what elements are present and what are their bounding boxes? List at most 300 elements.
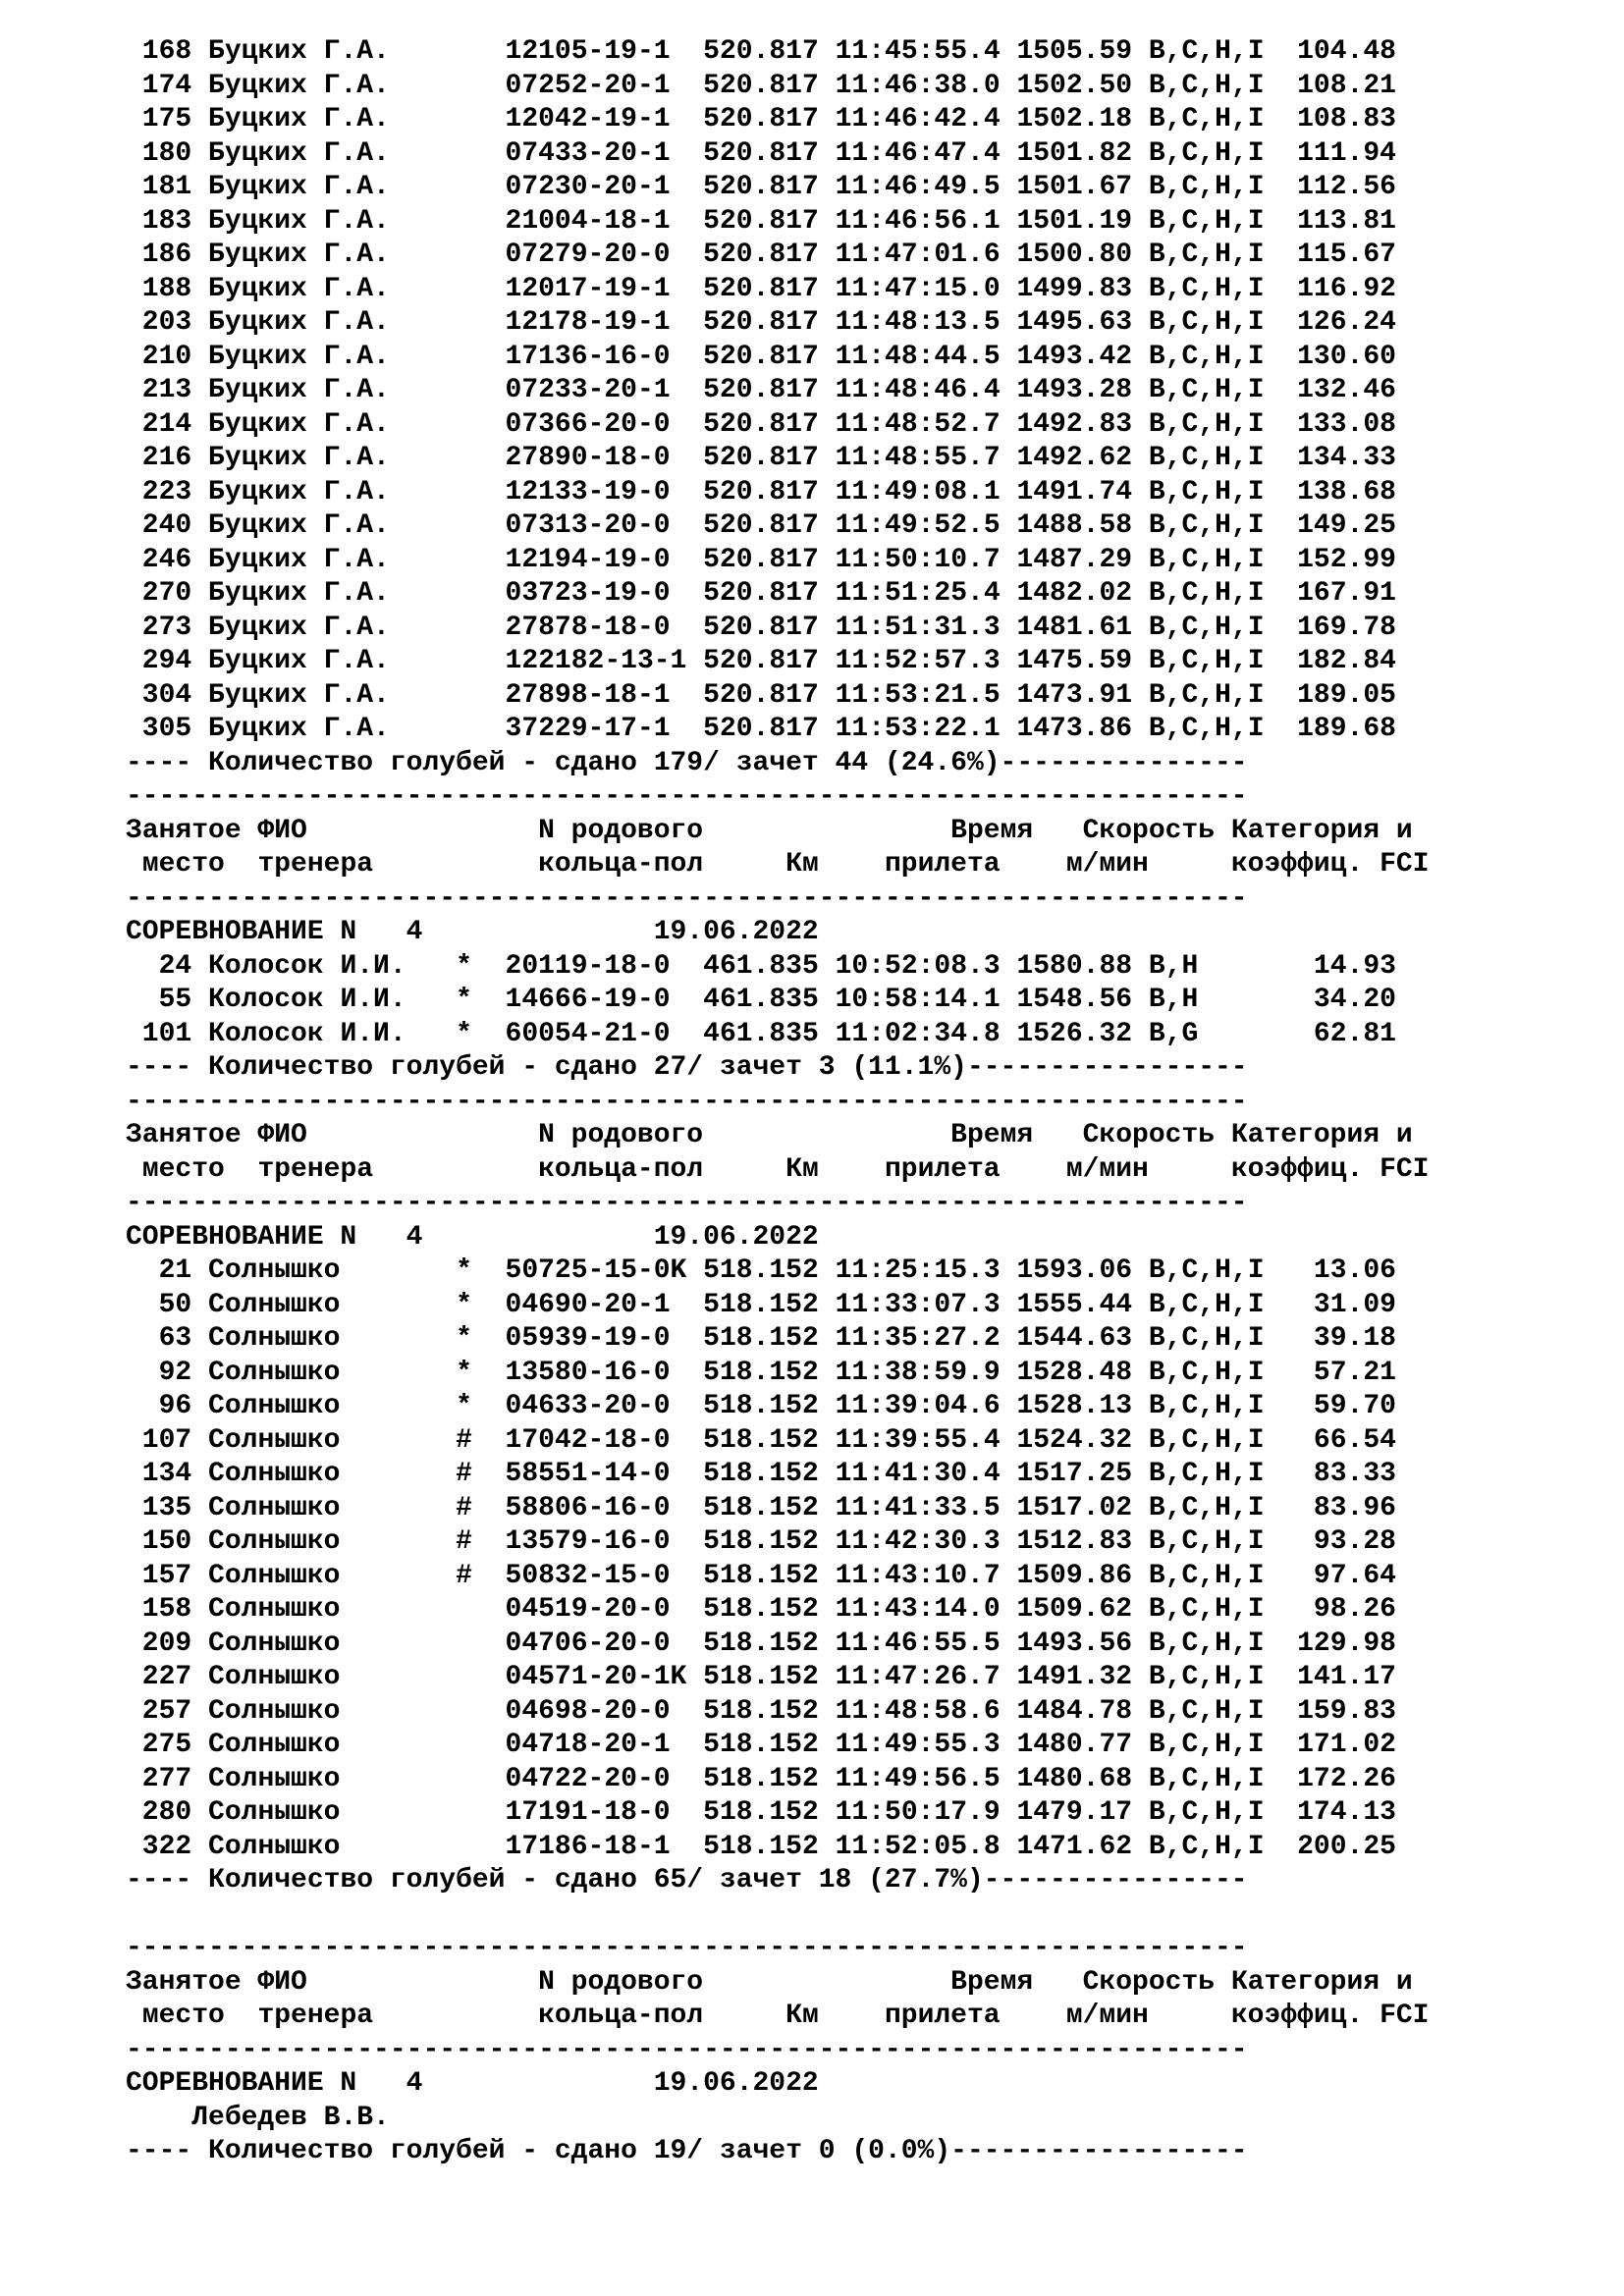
ring-number: 07433-20-1 <box>488 137 687 169</box>
competition-date: 19.06.2022 <box>653 1221 819 1253</box>
result-row <box>126 1492 1429 1526</box>
trainer-name: Колосок И.И. <box>208 985 440 1015</box>
ring-number: 17191-18-0 <box>488 1797 687 1828</box>
result-row <box>126 374 1429 408</box>
speed: 1473.91 <box>1016 679 1133 711</box>
arrival-time: 11:46:55.5 <box>835 1628 1001 1659</box>
speed: 1479.17 <box>1016 1797 1133 1828</box>
distance-km: 461.835 <box>703 1018 819 1049</box>
speed: 1555.44 <box>1016 1289 1133 1320</box>
place: 213 <box>126 375 192 405</box>
result-row <box>126 35 1429 70</box>
arrival-time: 11:41:33.5 <box>835 1492 1001 1523</box>
place: 277 <box>126 1763 192 1794</box>
place: 150 <box>126 1526 192 1557</box>
result-row <box>126 984 1429 1018</box>
result-row <box>126 645 1429 679</box>
speed: 1492.83 <box>1016 408 1133 440</box>
fci-coefficient: 149.25 <box>1297 510 1396 541</box>
col-ring-header: N родового <box>538 1966 852 1998</box>
column-header-line1 <box>126 1966 1429 2001</box>
category: B,C,H,I <box>1148 544 1281 575</box>
arrival-time: 11:49:08.1 <box>835 476 1001 507</box>
distance-km: 520.817 <box>703 578 819 609</box>
speed: 1528.48 <box>1016 1357 1133 1388</box>
col-km-header: Км <box>785 1153 885 1185</box>
col-name-header-2: тренера <box>257 2001 539 2031</box>
separator-line: -------------------------------------------------------------------- <box>126 1933 1248 1963</box>
arrival-time: 11:48:44.5 <box>835 341 1001 372</box>
col-name-header-2: тренера <box>257 849 539 880</box>
result-row <box>126 1357 1429 1391</box>
trainer-name: Солнышко <box>208 1424 440 1456</box>
marker <box>456 1696 472 1727</box>
trainer-line <box>126 2102 1429 2136</box>
trainer-name: Буцких Г.А. <box>208 341 440 372</box>
ring-number: 07233-20-1 <box>488 375 687 405</box>
place: 24 <box>126 950 192 982</box>
result-row <box>126 509 1429 544</box>
speed: 1475.59 <box>1016 646 1133 676</box>
col-time-header-2: прилета <box>884 849 1050 880</box>
trainer-name: Солнышко <box>208 1323 440 1354</box>
speed: 1517.25 <box>1016 1459 1133 1489</box>
distance-km: 518.152 <box>703 1459 819 1489</box>
fci-coefficient: 126.24 <box>1297 307 1396 338</box>
arrival-time: 11:45:55.4 <box>835 36 1001 67</box>
distance-km: 518.152 <box>703 1492 819 1523</box>
category: B,C,H,I <box>1148 1357 1281 1388</box>
ring-number: 58806-16-0 <box>488 1492 687 1523</box>
place: 180 <box>126 137 192 169</box>
arrival-time: 11:48:58.6 <box>835 1695 1001 1727</box>
distance-km: 518.152 <box>703 1255 819 1286</box>
arrival-time: 10:58:14.1 <box>835 985 1001 1015</box>
col-category-header: Категория и <box>1230 815 1413 846</box>
category: B,C,H,I <box>1148 408 1281 440</box>
marker <box>456 1832 472 1862</box>
trainer-name: Буцких Г.А. <box>208 510 440 541</box>
col-speed-header-2: м/мин <box>1065 1153 1199 1185</box>
distance-km: 518.152 <box>703 1424 819 1456</box>
place: 174 <box>126 70 192 101</box>
fci-coefficient: 169.78 <box>1297 612 1396 643</box>
ring-number: 12105-19-1 <box>488 36 687 67</box>
category: B,C,H,I <box>1148 341 1281 372</box>
competition-title: СОРЕВНОВАНИЕ N 4 <box>126 917 654 947</box>
trainer-name: Солнышко <box>208 1763 440 1794</box>
pigeon-count-summary: Количество голубей - сдано 19/ зачет 0 (0.0%) <box>208 2136 951 2166</box>
distance-km: 520.817 <box>703 714 819 744</box>
place: 227 <box>126 1662 192 1692</box>
summary-line: ---- Количество голубей - сдано 65/ зачет 18 (27.7%)---------------- <box>126 1865 1248 1896</box>
trainer-name: Солнышко <box>208 1391 440 1421</box>
separator-line: -------------------------------------------------------------------- <box>126 1086 1248 1117</box>
arrival-time: 11:43:14.0 <box>835 1594 1001 1625</box>
marker <box>456 104 472 134</box>
fci-coefficient: 97.64 <box>1297 1560 1396 1591</box>
distance-km: 518.152 <box>703 1662 819 1692</box>
fci-coefficient: 62.81 <box>1297 1018 1396 1049</box>
result-row <box>126 1424 1429 1459</box>
trainer-name: Лебедев В.В. <box>191 2102 390 2133</box>
distance-km: 461.835 <box>703 985 819 1015</box>
ring-number: 17136-16-0 <box>488 341 687 372</box>
marker <box>456 71 472 101</box>
place: 216 <box>126 443 192 473</box>
marker <box>456 206 472 237</box>
column-header-line1 <box>126 1119 1429 1153</box>
trainer-name: Солнышко <box>208 1357 440 1388</box>
marker: * <box>456 1323 472 1354</box>
fci-coefficient: 133.08 <box>1297 408 1396 440</box>
speed: 1524.32 <box>1016 1424 1133 1456</box>
col-km-header: Км <box>785 849 885 880</box>
trainer-name: Солнышко <box>208 1695 440 1727</box>
trainer-name: Солнышко <box>208 1628 440 1659</box>
marker <box>456 138 472 169</box>
pigeon-count-summary: Количество голубей - сдано 27/ зачет 3 (11.1%) <box>208 1052 967 1083</box>
arrival-time: 11:48:13.5 <box>835 307 1001 338</box>
result-row <box>126 1390 1429 1424</box>
competition-date: 19.06.2022 <box>653 917 819 947</box>
place: 304 <box>126 679 192 711</box>
col-place-header: Занятое <box>126 1966 258 1998</box>
trainer-name: Буцких Г.А. <box>208 544 440 575</box>
ring-number: 03723-19-0 <box>488 578 687 609</box>
fci-coefficient: 108.21 <box>1297 70 1396 101</box>
ring-number: 50725-15-0K <box>488 1255 687 1286</box>
fci-coefficient: 108.83 <box>1297 104 1396 134</box>
place: 273 <box>126 612 192 643</box>
result-row <box>126 171 1429 205</box>
category: B,C,H,I <box>1148 104 1281 134</box>
ring-number: 12178-19-1 <box>488 307 687 338</box>
category: B,C,H,I <box>1148 1424 1281 1456</box>
distance-km: 461.835 <box>703 950 819 982</box>
col-name-header: ФИО <box>257 1966 539 1998</box>
distance-km: 518.152 <box>703 1560 819 1591</box>
place: 134 <box>126 1459 192 1489</box>
fci-coefficient: 14.93 <box>1297 950 1396 982</box>
speed: 1526.32 <box>1016 1018 1133 1049</box>
speed: 1488.58 <box>1016 510 1133 541</box>
result-row <box>126 341 1429 375</box>
place: 101 <box>126 1018 192 1049</box>
result-row <box>126 950 1429 985</box>
arrival-time: 11:47:26.7 <box>835 1662 1001 1692</box>
competition-line <box>126 1221 1429 1255</box>
category: B,C,H,I <box>1148 205 1281 237</box>
col-name-header-2: тренера <box>257 1153 539 1185</box>
col-place-header: Занятое <box>126 1120 258 1150</box>
speed: 1509.86 <box>1016 1560 1133 1591</box>
distance-km: 518.152 <box>703 1526 819 1557</box>
result-row <box>126 1289 1429 1323</box>
result-row <box>126 1458 1429 1492</box>
col-category-header-2: коэффиц. FCI <box>1230 849 1430 880</box>
place: 183 <box>126 205 192 237</box>
result-row <box>126 273 1429 307</box>
col-time-header-2: прилета <box>884 1153 1050 1185</box>
arrival-time: 11:48:55.7 <box>835 443 1001 473</box>
col-name-header: ФИО <box>257 1120 539 1150</box>
col-place-header: Занятое <box>126 815 258 846</box>
marker: * <box>456 985 472 1015</box>
fci-coefficient: 66.54 <box>1297 1424 1396 1456</box>
speed: 1484.78 <box>1016 1695 1133 1727</box>
col-place-header-2: место <box>141 2001 258 2031</box>
place: 275 <box>126 1730 192 1760</box>
category: B,C,H,I <box>1148 70 1281 101</box>
speed: 1471.62 <box>1016 1831 1133 1862</box>
distance-km: 520.817 <box>703 36 819 67</box>
distance-km: 520.817 <box>703 375 819 405</box>
competition-title: СОРЕВНОВАНИЕ N 4 <box>126 1221 654 1253</box>
marker <box>456 613 472 643</box>
trainer-name: Буцких Г.А. <box>208 172 440 202</box>
place: 322 <box>126 1831 192 1862</box>
fci-coefficient: 83.33 <box>1297 1459 1396 1489</box>
ring-number: 07252-20-1 <box>488 70 687 101</box>
ring-number: 04690-20-1 <box>488 1289 687 1320</box>
speed: 1501.19 <box>1016 205 1133 237</box>
ring-number: 12133-19-0 <box>488 476 687 507</box>
arrival-time: 11:46:42.4 <box>835 104 1001 134</box>
distance-km: 520.817 <box>703 137 819 169</box>
trainer-name: Солнышко <box>208 1492 440 1523</box>
trainer-name: Буцких Г.А. <box>208 137 440 169</box>
category: B,C,H,I <box>1148 1391 1281 1421</box>
fci-coefficient: 130.60 <box>1297 341 1396 372</box>
trainer-name: Колосок И.И. <box>208 950 440 982</box>
col-category-header-2: коэффиц. FCI <box>1230 1153 1430 1185</box>
place: 214 <box>126 408 192 440</box>
fci-coefficient: 98.26 <box>1297 1594 1396 1625</box>
fci-coefficient: 104.48 <box>1297 36 1396 67</box>
place: 168 <box>126 36 192 67</box>
place: 280 <box>126 1797 192 1828</box>
ring-number: 04722-20-0 <box>488 1763 687 1794</box>
arrival-time: 11:49:56.5 <box>835 1763 1001 1794</box>
category: B,C,H,I <box>1148 1459 1281 1489</box>
speed: 1501.82 <box>1016 137 1133 169</box>
marker: # <box>456 1459 472 1489</box>
result-row <box>126 1729 1429 1763</box>
result-row <box>126 306 1429 341</box>
fci-coefficient: 83.96 <box>1297 1492 1396 1523</box>
speed: 1499.83 <box>1016 273 1133 304</box>
arrival-time: 11:46:47.4 <box>835 137 1001 169</box>
marker: * <box>456 1289 472 1320</box>
col-ring-header-2: кольца-пол <box>538 2001 786 2031</box>
category: B,C,H,I <box>1148 612 1281 643</box>
place: 50 <box>126 1289 192 1320</box>
arrival-time: 11:33:07.3 <box>835 1289 1001 1320</box>
pigeon-count-summary: Количество голубей - сдано 65/ зачет 18 (27.7%) <box>208 1865 984 1896</box>
ring-number: 04706-20-0 <box>488 1628 687 1659</box>
speed: 1482.02 <box>1016 578 1133 609</box>
ring-number: 27898-18-1 <box>488 679 687 711</box>
result-row <box>126 1525 1429 1560</box>
arrival-time: 11:46:49.5 <box>835 172 1001 202</box>
trainer-name: Буцких Г.А. <box>208 205 440 237</box>
col-category-header-2: коэффиц. FCI <box>1230 2001 1430 2031</box>
ring-number: 37229-17-1 <box>488 714 687 744</box>
result-row <box>126 544 1429 578</box>
ring-number: 20119-18-0 <box>488 950 687 982</box>
speed: 1480.77 <box>1016 1730 1133 1760</box>
trainer-name: Буцких Г.А. <box>208 612 440 643</box>
distance-km: 520.817 <box>703 205 819 237</box>
arrival-time: 11:39:55.4 <box>835 1424 1001 1456</box>
category: B,C,H,I <box>1148 36 1281 67</box>
distance-km: 518.152 <box>703 1730 819 1760</box>
arrival-time: 11:49:52.5 <box>835 510 1001 541</box>
result-row <box>126 1763 1429 1797</box>
distance-km: 518.152 <box>703 1797 819 1828</box>
place: 107 <box>126 1424 192 1456</box>
separator-line: -------------------------------------------------------------------- <box>126 1188 1248 1218</box>
speed: 1505.59 <box>1016 36 1133 67</box>
arrival-time: 11:51:31.3 <box>835 612 1001 643</box>
result-row <box>126 612 1429 646</box>
col-speed-header-2: м/мин <box>1065 2001 1199 2031</box>
fci-coefficient: 152.99 <box>1297 544 1396 575</box>
distance-km: 518.152 <box>703 1695 819 1727</box>
competition-line <box>126 2067 1429 2102</box>
speed: 1493.42 <box>1016 341 1133 372</box>
summary-line: ---- Количество голубей - сдано 179/ зачет 44 (24.6%)--------------- <box>126 747 1248 778</box>
result-row <box>126 1796 1429 1831</box>
trainer-name: Буцких Г.А. <box>208 476 440 507</box>
distance-km: 518.152 <box>703 1763 819 1794</box>
distance-km: 518.152 <box>703 1391 819 1421</box>
speed: 1480.68 <box>1016 1763 1133 1794</box>
arrival-time: 11:02:34.8 <box>835 1018 1001 1049</box>
marker: * <box>456 950 472 982</box>
trainer-name: Буцких Г.А. <box>208 375 440 405</box>
col-speed-header-2: м/мин <box>1065 849 1199 880</box>
summary-line: ---- Количество голубей - сдано 19/ зачет 0 (0.0%)------------------ <box>126 2136 1248 2166</box>
category: B,C,H,I <box>1148 1526 1281 1557</box>
trainer-name: Буцких Г.А. <box>208 36 440 67</box>
marker <box>456 240 472 270</box>
fci-coefficient: 171.02 <box>1297 1730 1396 1760</box>
col-speed-header: Скорость <box>1082 1120 1216 1150</box>
result-row <box>126 205 1429 240</box>
marker <box>456 36 472 67</box>
fci-coefficient: 59.70 <box>1297 1391 1396 1421</box>
arrival-time: 11:41:30.4 <box>835 1459 1001 1489</box>
place: 188 <box>126 273 192 304</box>
result-row <box>126 1322 1429 1357</box>
result-row <box>126 70 1429 104</box>
distance-km: 520.817 <box>703 544 819 575</box>
speed: 1509.62 <box>1016 1594 1133 1625</box>
trainer-name: Буцких Г.А. <box>208 273 440 304</box>
ring-number: 04519-20-0 <box>488 1594 687 1625</box>
speed: 1512.83 <box>1016 1526 1133 1557</box>
arrival-time: 11:49:55.3 <box>835 1730 1001 1760</box>
col-km-header: Км <box>785 2001 885 2031</box>
fci-coefficient: 115.67 <box>1297 240 1396 270</box>
distance-km: 520.817 <box>703 408 819 440</box>
category: B,C,H,I <box>1148 1695 1281 1727</box>
speed: 1502.18 <box>1016 104 1133 134</box>
col-category-header: Категория и <box>1230 1120 1413 1150</box>
trainer-name: Солнышко <box>208 1594 440 1625</box>
summary-line: ---- Количество голубей - сдано 27/ зачет 3 (11.1%)----------------- <box>126 1052 1248 1083</box>
fci-coefficient: 129.98 <box>1297 1628 1396 1659</box>
place: 21 <box>126 1255 192 1286</box>
trainer-name: Буцких Г.А. <box>208 578 440 609</box>
arrival-time: 11:48:52.7 <box>835 408 1001 440</box>
result-row <box>126 1560 1429 1594</box>
category: B,C,H,I <box>1148 375 1281 405</box>
fci-coefficient: 141.17 <box>1297 1662 1396 1692</box>
marker: # <box>456 1526 472 1557</box>
place: 175 <box>126 104 192 134</box>
distance-km: 518.152 <box>703 1594 819 1625</box>
fci-coefficient: 189.05 <box>1297 679 1396 711</box>
col-ring-header-2: кольца-пол <box>538 849 786 880</box>
distance-km: 518.152 <box>703 1628 819 1659</box>
ring-number: 07230-20-1 <box>488 172 687 202</box>
fci-coefficient: 116.92 <box>1297 273 1396 304</box>
speed: 1473.86 <box>1016 714 1133 744</box>
speed: 1528.13 <box>1016 1391 1133 1421</box>
marker <box>456 375 472 405</box>
place: 257 <box>126 1695 192 1727</box>
fci-coefficient: 39.18 <box>1297 1323 1396 1354</box>
trainer-name: Солнышко <box>208 1560 440 1591</box>
trainer-name: Буцких Г.А. <box>208 240 440 270</box>
ring-number: 04571-20-1K <box>488 1662 687 1692</box>
arrival-time: 11:46:38.0 <box>835 70 1001 101</box>
arrival-time: 11:43:10.7 <box>835 1560 1001 1591</box>
ring-number: 07313-20-0 <box>488 510 687 541</box>
ring-number: 17186-18-1 <box>488 1831 687 1862</box>
pigeon-count-summary: Количество голубей - сдано 179/ зачет 44 (24.6%) <box>208 747 1001 778</box>
speed: 1481.61 <box>1016 612 1133 643</box>
ring-number: 50832-15-0 <box>488 1560 687 1591</box>
result-row <box>126 679 1429 714</box>
fci-coefficient: 167.91 <box>1297 578 1396 609</box>
distance-km: 520.817 <box>703 510 819 541</box>
ring-number: 12042-19-1 <box>488 104 687 134</box>
arrival-time: 11:35:27.2 <box>835 1323 1001 1354</box>
category: B,G <box>1148 1018 1281 1049</box>
col-time-header: Время <box>868 1120 1034 1150</box>
category: B,C,H,I <box>1148 714 1281 744</box>
result-row <box>126 1695 1429 1730</box>
result-row <box>126 713 1429 747</box>
fci-coefficient: 174.13 <box>1297 1797 1396 1828</box>
distance-km: 520.817 <box>703 70 819 101</box>
category: B,C,H,I <box>1148 646 1281 676</box>
column-header-line2 <box>126 2000 1429 2034</box>
ring-number: 07279-20-0 <box>488 240 687 270</box>
fci-coefficient: 57.21 <box>1297 1357 1396 1388</box>
category: B,C,H,I <box>1148 1831 1281 1862</box>
speed: 1491.32 <box>1016 1662 1133 1692</box>
col-speed-header: Скорость <box>1082 815 1216 846</box>
trainer-name: Буцких Г.А. <box>208 70 440 101</box>
distance-km: 520.817 <box>703 341 819 372</box>
trainer-name: Колосок И.И. <box>208 1018 440 1049</box>
ring-number: 21004-18-1 <box>488 205 687 237</box>
